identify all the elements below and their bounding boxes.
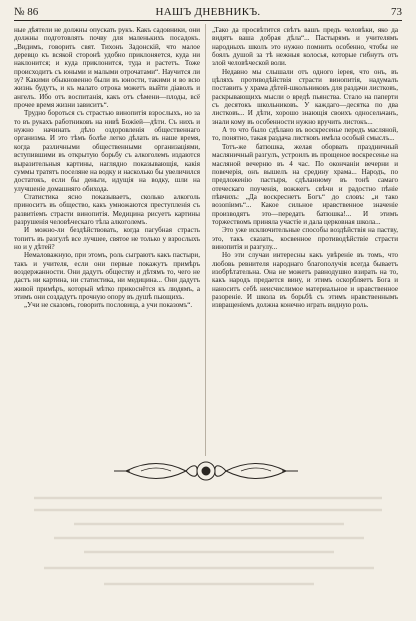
paragraph: Недавно мы слышали отъ одного іерея, что онъ, въ цѣляхъ противодѣйствія страсти винопитія, надумалъ поставить у храма дѣтей-школьниковъ для раздачи листковъ, раскрывающихъ мысли о вредѣ пьянства. Стало на паперти съ десятокъ школьниковъ. У каждаго—десятка по два листковъ... И дѣти, хорошо знающія своихъ односельчанъ, знали кому въ особенности нужно вручить листокъ... (212, 67, 398, 126)
paragraph: Это уже исключительные способы воздѣйствія на паству, это, такъ сказать, косвенное противодѣйствіе страсти винопитія и разгулу... (212, 226, 398, 251)
page-number: 73 (391, 6, 402, 18)
column-divider (205, 24, 206, 456)
paragraph: Тотъ-же батюшка, желая оборвать праздничный масляничный разгулъ, устроилъ въ прощеное воскресенье на масляной вечерню въ 4 час. По окончаніи вечерни и повечерія, онъ вышелъ на средину храма... Народъ, по предложенію пастыря, сдѣланному въ тонѣ самаго отеческаго поученія, вожжегъ свѣчи и радостно пѣніе пѣвчихъ: „Да воскреснетъ Богъ“ до словъ: „и тако возопіимъ“... Какое сильное нравственное значеніе производятъ это—передать батюшка!... И этимъ торжествомъ приняла участіе и дала церковная школа... (212, 142, 398, 226)
paragraph: „Тако да просвѣтится свѣтъ вашъ предъ человѣки, яко да видятъ ваша добрая дѣла“... Пастырямъ и учителямъ народныхъ школъ это нужно помнить особенно, чтобы не боялъ душой за тѣ нежныя колосья, которые гибнутъ отъ злой человѣческой воли. (212, 26, 398, 68)
paragraph: Но эти случаи интересны какъ увѣреніе въ томъ, что любовь ревнителя народнаго благополучія всегда бываетъ изобрѣтательна. Она не можетъ равнодушно взирать на то, какъ народъ предается вину, и этимъ оскорбляетъ Бога и наноситъ себѣ неисчислимое материальное и нравственное разореніе. И школа въ борьбѣ съ этимъ нравственнымъ извращеніемъ должна конечно играть видную роль. (212, 251, 398, 310)
paragraph: А то что было сдѣлано въ воскресенье передъ масляной, то, понятно, такая раздача листковъ имѣла особый смыслъ... (212, 126, 398, 143)
floral-ornament (106, 456, 306, 486)
issue-number: № 86 (14, 6, 39, 18)
paragraph: ные дѣятели не должны опускать рукъ. Какъ садовники, они должны подготовлять почву для маленькихъ посадокъ. „Видимъ, говорить свят. Тихонъ Задонскій, что малое деревцо къ всякой сторонѣ удобно приклоняется, куда ни наклонится; и куда приклонится, туда и растетъ. Тоже происходитъ съ юными и малыми отрочатами“. Научится ли зу? Какими обыкновенно были въ юности, такими и во всю жизнь будутъ, и къ малато отрока можетъ выйти діаволъ и ангелъ. Ибо отъ воспитанія, какъ отъ сѣмени—плоды, всё прочее время жизни зависитъ“. (14, 26, 200, 110)
paragraph: Немаловажную, при этомъ, роль сыграютъ какъ пастыри, такъ и учителя, если они первые покажутъ примѣръ воздержанности. Они дадутъ обществу и дѣтямъ то, чего не дастъ ни картина, ни статистика, ни медицина... Они дадутъ живой примѣръ, который мѣтко прикоснётся къ людямъ, а этимъ они создадутъ прочную опору въ душѣ пьющихъ. (14, 251, 200, 301)
right-column (212, 26, 398, 310)
paragraph: Статистика ясно показываетъ, сколько алкоголь приноситъ въ общество, какъ умножаются преступленія съ развитіемъ страсти винопитія. Медицина рисуетъ картины разрушенія человѣческаго тѣла алкоголемъ. (14, 192, 200, 226)
left-column (14, 26, 200, 310)
journal-title: НАШЪ ДНЕВНИКЪ. (155, 6, 261, 18)
paragraph: Трудно бороться съ страстью винопитія взрослыхъ, но за то въ рукахъ работниковъ на нивѣ Божіей—дѣти. Съ нихъ и нужно начинать дѣло оздоровленія общественнаго организма. И это тѣмъ болѣе легко дѣлать въ наше время, когда различными общественными организаціями, вступившими въ открытую борьбу съ алкоголемъ издаются выразительныя картины, наглядно показывающія, какія суммы тратятъ поселяне на водку и насколько бы увеличился достатокъ, если бы деньги, идущія на водку, шли на улучшеніе домашняго обихода. (14, 109, 200, 193)
header-rule (14, 20, 402, 21)
paragraph: И можно-ли бездѣйствовать, когда пагубная страсть топитъ въ разгулѣ все лучшее, святое не только у взрослыхъ но и у дѣтей? (14, 226, 200, 251)
paragraph: „Учи не сказомъ, говорить пословица, а учи показомъ“. (24, 301, 193, 310)
bleed-through-text (14, 490, 402, 610)
